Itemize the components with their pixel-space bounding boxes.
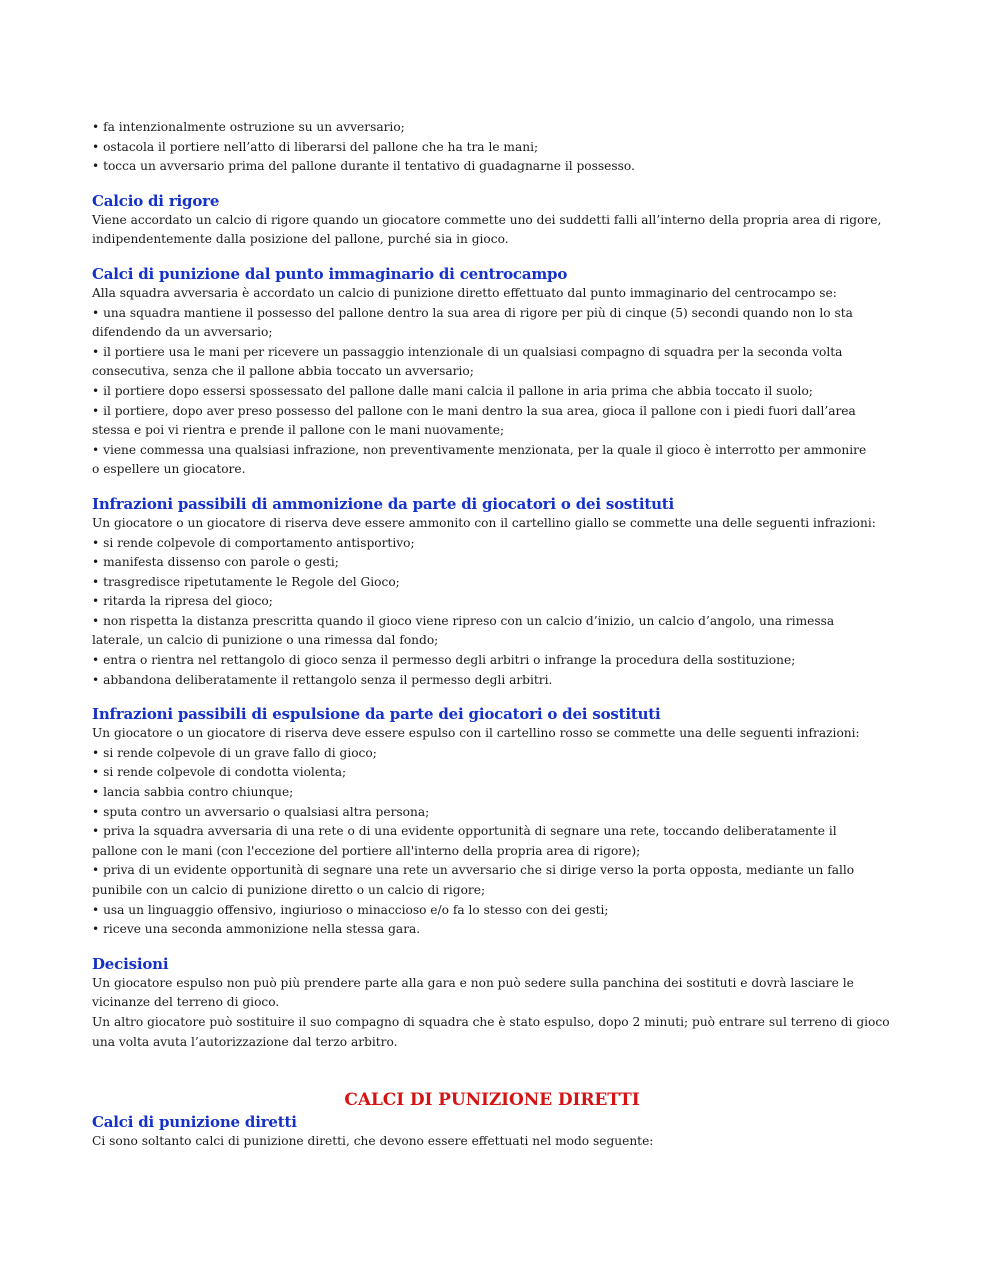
list-item-continuation: punibile con un calcio di punizione diretto o un calcio di rigore; xyxy=(92,883,486,897)
paragraph-line: Un giocatore o un giocatore di riserva deve essere espulso con il cartellino rosso se commette una delle seguenti infrazioni: xyxy=(92,726,860,741)
list-item-continuation: consecutiva, senza che il pallone abbia toccato un avversario; xyxy=(92,364,474,379)
section-ammonizione xyxy=(92,495,892,690)
list-item-continuation: pallone con le mani (con l'eccezione del portiere all'interno della propria area di rigore); xyxy=(92,843,641,858)
intro-list xyxy=(92,118,892,177)
paragraph-line: una volta avuta l’autorizzazione dal terzo arbitro. xyxy=(92,1034,398,1049)
list-item: • lancia sabbia contro chiunque; xyxy=(92,785,294,800)
list-item: • entra o rientra nel rettangolo di gioco senza il permesso degli arbitri o infrange la procedura della sostituzione; xyxy=(92,653,796,668)
paragraph-line: Un altro giocatore può sostituire il suo compagno di squadra che è stato espulso, dopo 2 minuti; può entrare sul terreno di gioco xyxy=(92,1014,890,1029)
list-item: • non rispetta la distanza prescritta quando il gioco viene ripreso con un calcio d’inizio, un calcio d’angolo, una rimessa xyxy=(92,613,835,628)
section-decisioni xyxy=(92,955,892,1052)
chapter-title: CALCI DI PUNIZIONE DIRETTI xyxy=(344,1090,640,1111)
list-item-continuation: difendendo da un avversario; xyxy=(92,325,273,340)
list-item: • una squadra mantiene il possesso del pallone dentro la sua area di rigore per più di cinque (5) secondi quando non lo sta xyxy=(92,305,853,320)
section-espulsione xyxy=(92,705,892,940)
list-item: • si rende colpevole di condotta violenta; xyxy=(92,765,347,780)
section-heading: Calci di punizione dal punto immaginario di centrocampo xyxy=(92,264,568,283)
paragraph-line: Alla squadra avversaria è accordato un calcio di punizione diretto effettuato dal punto immaginario del centrocampo se: xyxy=(92,285,837,300)
list-item: • trasgredisce ripetutamente le Regole del Gioco; xyxy=(92,574,400,589)
list-item-continuation: laterale, un calcio di punizione o una rimessa dal fondo; xyxy=(92,633,439,648)
list-item: • il portiere usa le mani per ricevere un passaggio intenzionale di un qualsiasi compagno di squadra per la seconda volta xyxy=(92,344,843,359)
section-heading: Decisioni xyxy=(92,954,169,973)
list-item-continuation: o espellere un giocatore. xyxy=(92,462,246,477)
paragraph-line: vicinanze del terreno di gioco. xyxy=(92,995,280,1010)
paragraph-line: indipendentemente dalla posizione del pallone, purché sia in gioco. xyxy=(92,232,509,247)
list-item: • viene commessa una qualsiasi infrazione, non preventivamente menzionata, per la quale il gioco è interrotto per ammonire xyxy=(92,442,867,457)
paragraph-line: Ci sono soltanto calci di punizione diretti, che devono essere effettuati nel modo seguente: xyxy=(92,1134,654,1149)
list-item: • sputa contro un avversario o qualsiasi altra persona; xyxy=(92,804,430,819)
list-item: • priva di un evidente opportunità di segnare una rete un avversario che si dirige verso la porta opposta, mediante un fallo xyxy=(92,863,855,878)
section-heading: Calci di punizione diretti xyxy=(92,1113,297,1132)
section-heading: Infrazioni passibili di espulsione da parte dei giocatori o dei sostituti xyxy=(92,705,661,724)
document-page xyxy=(92,118,892,1152)
list-item: • abbandona deliberatamente il rettangolo senza il permesso degli arbitri. xyxy=(92,672,553,687)
list-item: • il portiere dopo essersi spossessato del pallone dalle mani calcia il pallone in aria prima che abbia toccato il suolo; xyxy=(92,383,813,398)
list-item: • tocca un avversario prima del pallone durante il tentativo di guadagnarne il possesso. xyxy=(92,159,635,174)
paragraph-line: Un giocatore o un giocatore di riserva deve essere ammonito con il cartellino giallo se commette una delle seguenti infrazioni: xyxy=(92,515,876,530)
list-item: • ritarda la ripresa del gioco; xyxy=(92,594,273,609)
list-item: • si rende colpevole di un grave fallo di gioco; xyxy=(92,745,377,760)
paragraph-line: Viene accordato un calcio di rigore quando un giocatore commette uno dei suddetti falli all’interno della propria area di rigore, xyxy=(92,212,882,227)
list-item: • ostacola il portiere nell’atto di liberarsi del pallone che ha tra le mani; xyxy=(92,139,539,154)
section-heading: Infrazioni passibili di ammonizione da parte di giocatori o dei sostituti xyxy=(92,494,675,513)
list-item: • fa intenzionalmente ostruzione su un avversario; xyxy=(92,120,405,134)
section-rigore xyxy=(92,192,892,250)
paragraph-line: Un giocatore espulso non può più prendere parte alla gara e non può sedere sulla panchina dei sostituti e dovrà lasciare le xyxy=(92,975,854,990)
list-item: • il portiere, dopo aver preso possesso del pallone con le mani dentro la sua area, gioca il pallone con i piedi fuori dall’area xyxy=(92,403,856,418)
list-item: • manifesta dissenso con parole o gesti; xyxy=(92,555,339,570)
list-item: • si rende colpevole di comportamento antisportivo; xyxy=(92,535,415,550)
section-diretti xyxy=(92,1113,892,1152)
list-item-continuation: stessa e poi vi rientra e prende il pallone con le mani nuovamente; xyxy=(92,423,505,438)
list-item: • riceve una seconda ammonizione nella stessa gara. xyxy=(92,922,421,937)
list-item: • priva la squadra avversaria di una rete o di una evidente opportunità di segnare una rete, toccando deliberatamente il xyxy=(92,824,837,839)
section-centrocampo xyxy=(92,265,892,480)
list-item: • usa un linguaggio offensivo, ingiurioso o minaccioso e/o fa lo stesso con dei gesti; xyxy=(92,902,609,917)
section-heading: Calcio di rigore xyxy=(92,191,220,210)
